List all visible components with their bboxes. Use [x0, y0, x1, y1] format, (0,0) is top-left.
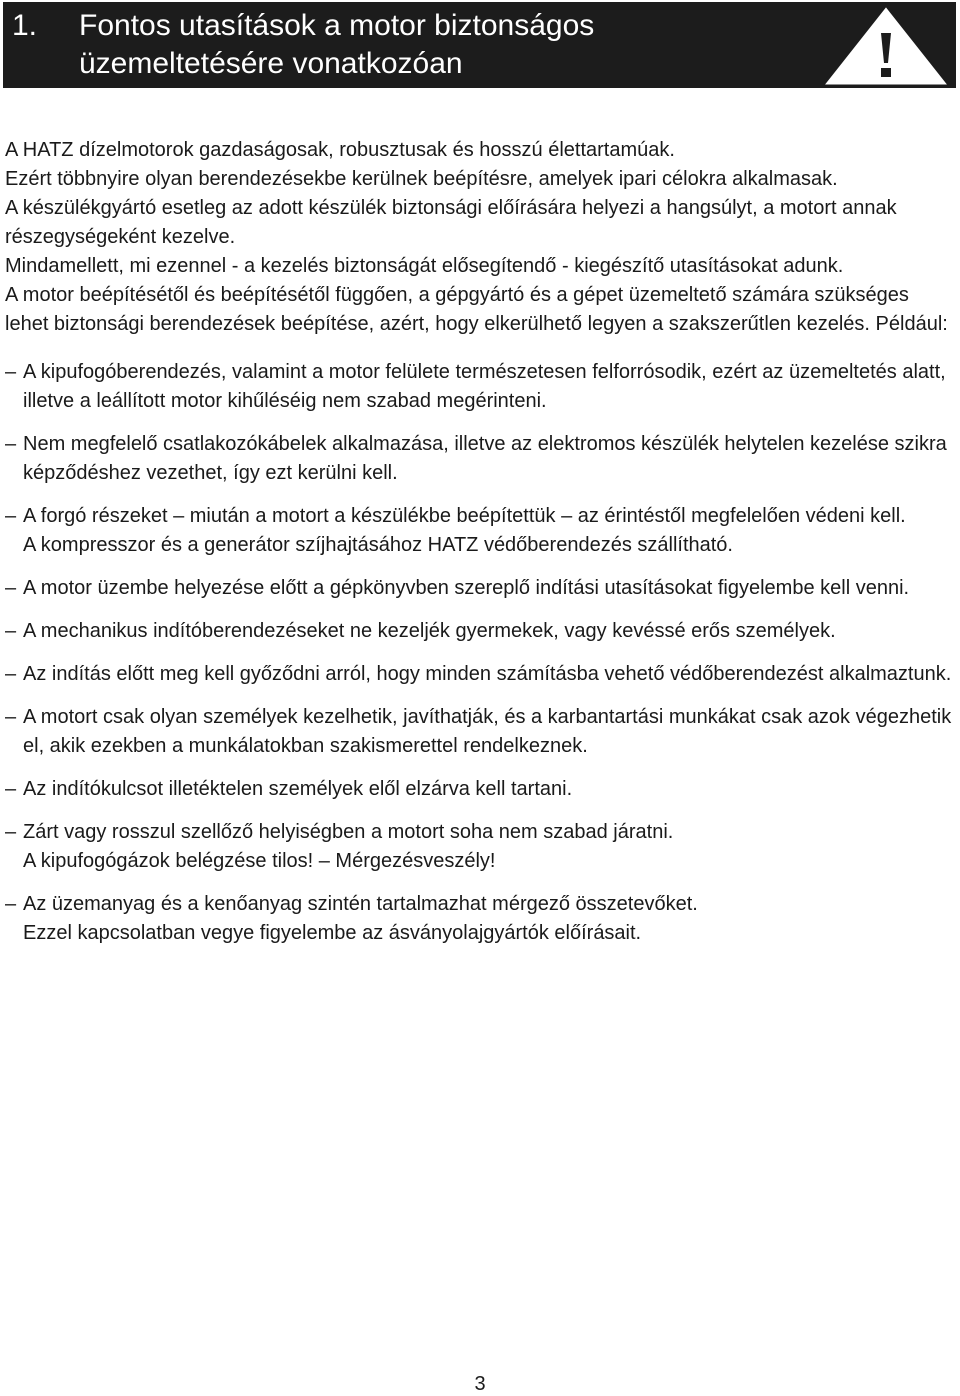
list-item-text: A motor üzembe helyezése előtt a gépkönyvben szereplő indítási utasításokat figyelembe kell venni. [23, 577, 910, 599]
list-item-text: A forgó részeket – miután a motort a készülékbe beépítettük – az érintéstől megfelelően védeni kell. [23, 505, 906, 527]
safety-instruction-list [5, 358, 953, 948]
intro-paragraph: A HATZ dízelmotorok gazdaságosak, robusztusak és hosszú élettartamúak. [5, 139, 675, 161]
dash-bullet: – [5, 433, 17, 455]
body-text [5, 136, 953, 962]
list-item-text: Az indítás előtt meg kell győződni arról, hogy minden számításba vehető védőberendezést alkalmaztunk. [23, 663, 952, 685]
list-item-text: Az indítókulcsot illetéktelen személyek elől elzárva kell tartani. [23, 778, 573, 800]
dash-bullet: – [5, 505, 17, 527]
list-item [5, 617, 953, 646]
list-item-text: Zárt vagy rosszul szellőző helyiségben a motort soha nem szabad járatni. [23, 821, 674, 843]
list-item-text: Nem megfelelő csatlakozókábelek alkalmazása, illetve az elektromos készülék helytelen kezelése szikra képződéshez vezethet, így ezt kerülni kell. [23, 433, 947, 484]
list-item [5, 890, 953, 948]
list-item [5, 502, 953, 560]
list-item-text: Az üzemanyag és a kenőanyag szintén tartalmazhat mérgező összetevőket. [23, 893, 698, 915]
list-item-text: A kipufogóberendezés, valamint a motor felülete természetesen felforrósodik, ezért az üzemeltetés alatt, illetve a leállított motor kihűléséig nem szabad megérinteni. [23, 361, 946, 412]
dash-bullet: – [5, 663, 17, 685]
list-item [5, 660, 953, 689]
section-title [79, 7, 594, 83]
section-title-line-2: üzemeltetésére vonatkozóan [79, 47, 463, 80]
intro-paragraph: Ezért többnyire olyan berendezésekbe kerülnek beépítésre, amelyek ipari célokra alkalmasak. [5, 168, 838, 190]
list-item-text: A kompresszor és a generátor szíjhajtásához HATZ védőberendezés szállítható. [23, 534, 733, 556]
list-item-text: A mechanikus indítóberendezéseket ne kezeljék gyermekek, vagy kevéssé erős személyek. [23, 620, 836, 642]
dash-bullet: – [5, 361, 17, 383]
intro-paragraph: Mindamellett, mi ezennel - a kezelés biztonságát elősegítendő - kiegészítő utasításokat adunk. [5, 255, 844, 277]
section-number: 1. [12, 9, 38, 42]
intro-paragraph: A készülékgyártó esetleg az adott készülék biztonsági előírására helyezi a hangsúlyt, a motort annak részegységeként kezelve. [5, 197, 897, 248]
list-item [5, 818, 953, 876]
dash-bullet: – [5, 706, 17, 728]
warning-triangle-icon [818, 0, 954, 90]
dash-bullet: – [5, 893, 17, 915]
list-item-text: A motort csak olyan személyek kezelhetik, javíthatják, és a karbantartási munkákat csak azok végezhetik el, akik ezekben a munkálatokban szakismerettel rendelkeznek. [23, 706, 952, 757]
intro-paragraphs [5, 136, 953, 339]
intro-paragraph: A motor beépítésétől és beépítésétől függően, a gépgyártó és a gépet üzemeltető számára szükséges lehet biztonsági berendezések beépítése, azért, hogy elkerülhető legyen a szakszerűtlen kezelés. Például: [5, 284, 948, 335]
list-item [5, 358, 953, 416]
dash-bullet: – [5, 620, 17, 642]
page-number: 3 [474, 1373, 486, 1395]
list-item-text: A kipufogógázok belégzése tilos! – Mérgezésveszély! [23, 850, 496, 872]
list-item [5, 775, 953, 804]
list-item [5, 703, 953, 761]
list-item [5, 430, 953, 488]
list-item [5, 574, 953, 603]
list-item-text: Ezzel kapcsolatban vegye figyelembe az ásványolajgyártók előírásait. [23, 922, 642, 944]
section-header [3, 2, 956, 88]
dash-bullet: – [5, 577, 17, 599]
dash-bullet: – [5, 778, 17, 800]
dash-bullet: – [5, 821, 17, 843]
section-title-line-1: Fontos utasítások a motor biztonságos [79, 9, 595, 42]
